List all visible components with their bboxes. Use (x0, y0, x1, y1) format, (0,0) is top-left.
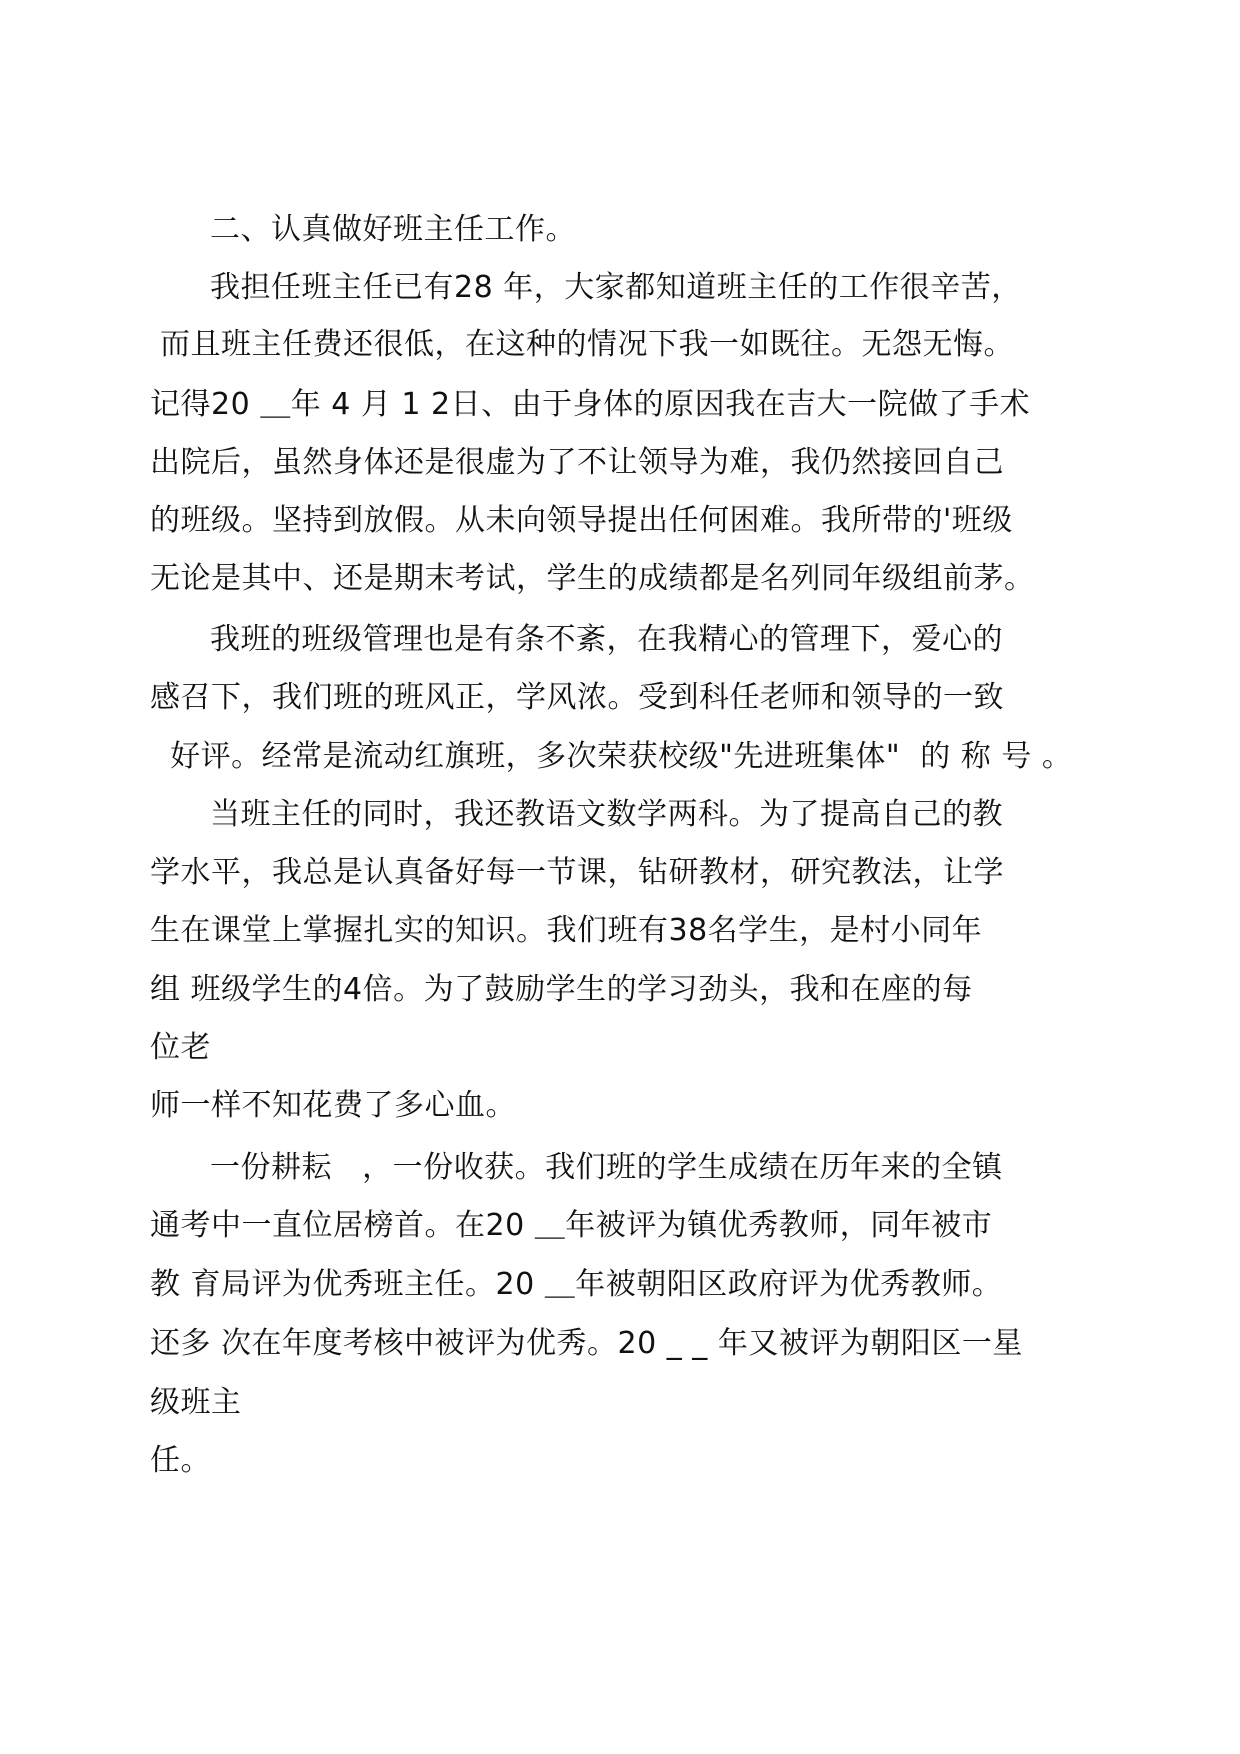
paragraph-line: 组 班级学生的4倍。为了鼓励学生的学习劲头，我和在座的每 (150, 972, 973, 1007)
paragraph-line: 好评。经常是流动红旗班，多次荣获校级"先进班集体" 的 称 号 。 (150, 739, 1073, 774)
paragraph-line: 当班主任的同时，我还教语文数学两科。为了提高自己的教 (210, 797, 1003, 832)
paragraph-line: 位老 (150, 1030, 211, 1065)
section-heading: 二、认真做好班主任工作。 (210, 212, 576, 247)
paragraph-line: 无论是其中、还是期末考试，学生的成绩都是名列同年级组前茅。 (150, 561, 1035, 596)
paragraph-line: 教 育局评为优秀班主任。20 ＿年被朝阳区政府评为优秀教师。 (150, 1267, 1003, 1302)
paragraph-line: 的班级。坚持到放假。从未向领导提出任何困难。我所带的'班级 (150, 503, 1013, 538)
paragraph-line: 任。 (150, 1443, 211, 1478)
paragraph-line: 一份耕耘 ，一份收获。我们班的学生成绩在历年来的全镇 (210, 1150, 1003, 1185)
paragraph-line: 还多 次在年度考核中被评为优秀。20 _ _ 年又被评为朝阳区一星 (150, 1326, 1023, 1361)
paragraph-line: 感召下，我们班的班风正，学风浓。受到科任老师和领导的一致 (150, 680, 1004, 715)
paragraph-line: 级班主 (150, 1385, 242, 1420)
paragraph-line: 出院后，虽然身体还是很虚为了不让领导为难，我仍然接回自己 (150, 445, 1004, 480)
paragraph-line: 通考中一直位居榜首。在20 ＿年被评为镇优秀教师，同年被市 (150, 1208, 993, 1243)
paragraph-line: 我担任班主任已有28 年，大家都知道班主任的工作很辛苦， (210, 270, 1022, 305)
paragraph-line: 师一样不知花费了多心血。 (150, 1088, 516, 1123)
paragraph-line: 我班的班级管理也是有条不紊，在我精心的管理下，爱心的 (210, 622, 1003, 657)
paragraph-line: 学水平，我总是认真备好每一节课，钻研教材，研究教法，让学 (150, 855, 1004, 890)
paragraph-line: 而且班主任费还很低，在这种的情况下我一如既往。无怨无悔。 (150, 327, 1015, 362)
paragraph-line: 生在课堂上掌握扎实的知识。我们班有38名学生，是村小同年 (150, 913, 983, 948)
paragraph-line: 记得20 ＿年 4 月 1 2日、由于身体的原因我在吉大一院做了手术 (150, 387, 1031, 422)
